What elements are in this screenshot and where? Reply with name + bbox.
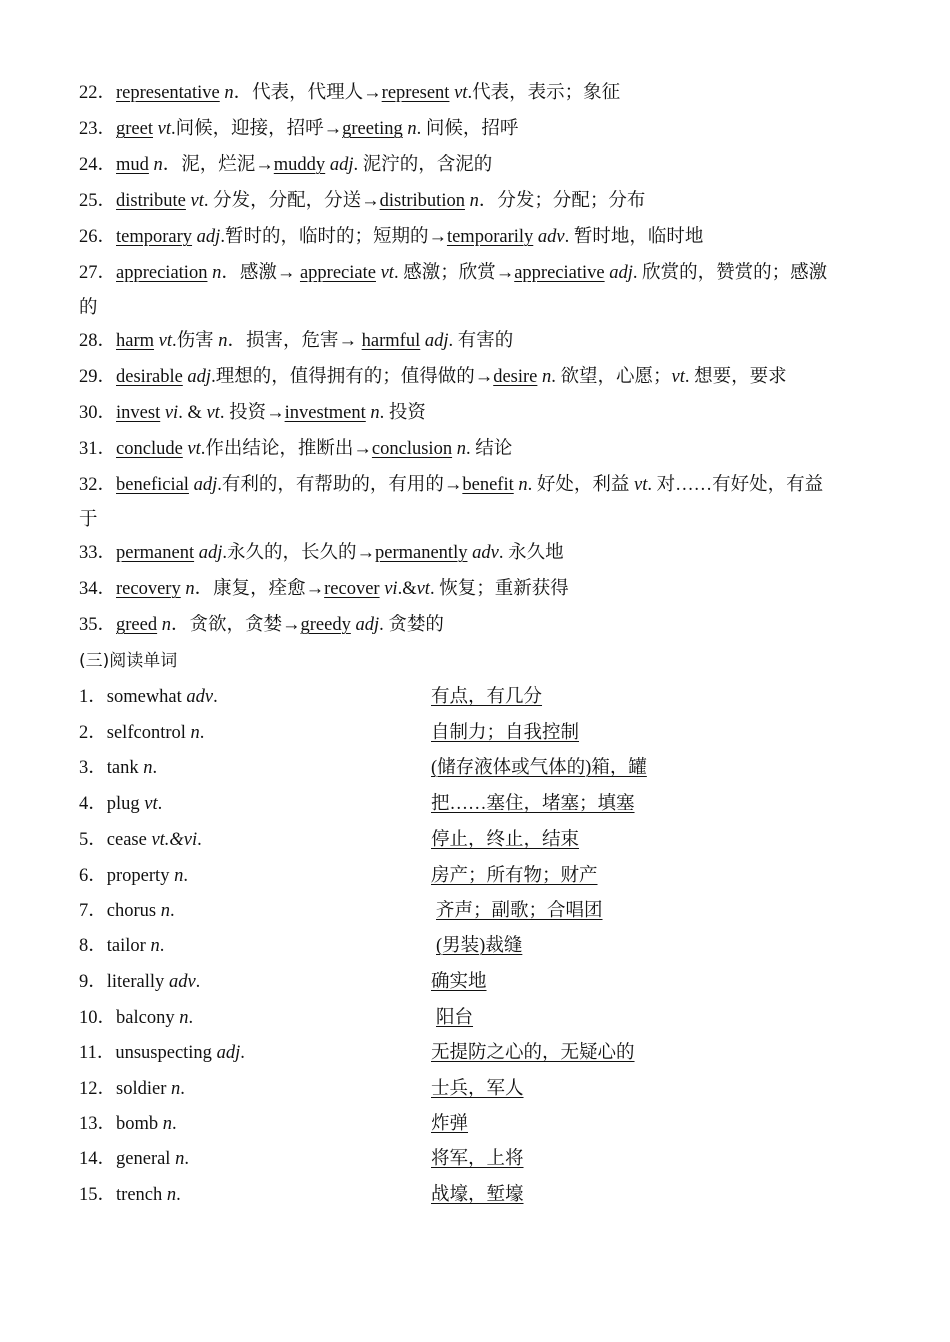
word: soldier — [116, 1079, 167, 1099]
derived-word: greeting — [342, 119, 403, 139]
word: tank — [106, 758, 139, 778]
vocab-entry-23 — [79, 111, 879, 147]
derived-word: greedy — [300, 615, 351, 635]
part-of-speech: n — [174, 866, 184, 886]
part-of-speech: vt — [206, 403, 220, 423]
headword: beneficial — [116, 475, 189, 495]
part-of-speech: vt — [454, 83, 468, 103]
entry-number: 23． — [79, 119, 117, 139]
part-of-speech: n — [218, 331, 228, 351]
definition: ．损害，危害→ — [227, 331, 362, 351]
definition: . 想要，要求 — [684, 367, 787, 387]
meaning: 士兵，军人 — [431, 1079, 524, 1099]
derived-word: conclusion — [371, 439, 453, 459]
derived-word: investment — [284, 403, 366, 423]
part-of-speech: vt — [144, 794, 158, 814]
vocab-entry-25 — [79, 183, 879, 219]
part-of-speech: adv — [472, 543, 499, 563]
entry-number: 11． — [79, 1043, 116, 1063]
reading-entry-9: 9．literally adv. 确实地 — [79, 964, 879, 1000]
definition: .问候，迎接，招呼→ — [170, 119, 343, 139]
meaning: 确实地 — [431, 972, 487, 992]
vocab-entry-27-continuation: 的 — [79, 298, 98, 318]
vocab-entry-30 — [79, 395, 879, 431]
word: trench — [116, 1185, 163, 1205]
definition: ．贪欲，贪婪→ — [170, 615, 301, 635]
word: selfcontrol — [106, 723, 186, 743]
part-of-speech: n — [190, 723, 200, 743]
word: plug — [106, 794, 140, 814]
definition: . 欣赏的，赞赏的；感激 — [632, 263, 828, 283]
reading-entry-15: 15．trench n. 战壕，堑壕 — [79, 1177, 879, 1213]
derived-word: represent — [381, 83, 450, 103]
entry-number: 3． — [79, 758, 107, 778]
headword: temporary — [116, 227, 193, 247]
entry-number: 35． — [79, 615, 117, 635]
definition: .永久的，长久的→ — [222, 543, 375, 563]
definition: . 暂时地，临时地 — [564, 227, 704, 247]
definition: . & — [178, 403, 207, 423]
section-title: (三)阅读单词 — [79, 651, 178, 671]
entry-number: 9． — [79, 972, 107, 992]
part-of-speech: adv — [186, 687, 214, 707]
vocab-entry-27 — [79, 255, 879, 291]
entry-number: 4． — [79, 794, 107, 814]
meaning: 将军，上将 — [431, 1149, 524, 1169]
headword: appreciation — [116, 263, 208, 283]
meaning: 有点，有几分 — [431, 687, 543, 707]
derived-word: benefit — [462, 475, 514, 495]
vocab-entry-26 — [79, 219, 879, 255]
word: literally — [106, 972, 165, 992]
part-of-speech: adv — [537, 227, 565, 247]
meaning: (储存液体或气体的)箱，罐 — [431, 758, 647, 778]
part-of-speech: vi — [164, 403, 179, 423]
headword: distribute — [116, 191, 186, 211]
part-of-speech: adj — [609, 263, 633, 283]
word: cease — [106, 830, 147, 850]
reading-entry-3: 3．tank n. (储存液体或气体的)箱，罐 — [79, 750, 879, 786]
definition: .伤害 — [172, 331, 219, 351]
part-of-speech: adv — [168, 972, 196, 992]
part-of-speech: vt — [157, 119, 171, 139]
part-of-speech: adj — [187, 367, 212, 387]
reading-entry-5: 5．cease vt.&vi. 停止，终止，结束 — [79, 822, 879, 858]
word: chorus — [106, 901, 157, 921]
definition: .理想的，值得拥有的；值得做的→ — [211, 367, 494, 387]
part-of-speech: vt — [416, 579, 430, 599]
part-of-speech: adj — [198, 543, 223, 563]
word: general — [116, 1149, 171, 1169]
part-of-speech: vt — [671, 367, 685, 387]
reading-entry-6: 6．property n. 房产；所有物；财产 — [79, 858, 879, 894]
entry-number: 29． — [79, 367, 117, 387]
definition: .有利的，有帮助的，有用的→ — [217, 475, 463, 495]
word: bomb — [116, 1114, 159, 1134]
entry-number: 8． — [79, 936, 107, 956]
part-of-speech: vi — [384, 579, 398, 599]
entry-number: 26． — [79, 227, 117, 247]
reading-entry-4: 4．plug vt. 把……塞住，堵塞；填塞 — [79, 786, 879, 822]
part-of-speech: n — [153, 155, 163, 175]
reading-entry-14: 14．general n. 将军，上将 — [79, 1141, 879, 1177]
entry-number: 30． — [79, 403, 117, 423]
part-of-speech: adj — [216, 1043, 241, 1063]
vocab-entry-34 — [79, 571, 879, 607]
definition: .作出结论，推断出→ — [200, 439, 372, 459]
entry-number: 27． — [79, 263, 117, 283]
meaning: (男装)裁缝 — [436, 936, 523, 956]
reading-entry-12: 12．soldier n. 士兵，军人 — [79, 1071, 879, 1107]
headword: greet — [116, 119, 153, 139]
headword: harm — [116, 331, 155, 351]
definition: ．泥，烂泥→ — [162, 155, 274, 175]
vocab-entry-24 — [79, 147, 879, 183]
part-of-speech: n — [542, 367, 552, 387]
derived-word: distribution — [379, 191, 465, 211]
vocab-entry-22 — [79, 75, 879, 111]
word: balcony — [116, 1008, 175, 1028]
part-of-speech: n — [166, 1185, 177, 1205]
derived-word: muddy — [273, 155, 326, 175]
part-of-speech: n — [161, 615, 171, 635]
definition: . 永久地 — [498, 543, 564, 563]
vocab-entry-35 — [79, 607, 879, 643]
part-of-speech: n — [370, 403, 380, 423]
meaning: 齐声；副歌；合唱团 — [436, 901, 603, 921]
part-of-speech: n — [224, 83, 234, 103]
headword: recovery — [116, 579, 181, 599]
headword: permanent — [116, 543, 195, 563]
vocab-entry-28 — [79, 323, 879, 359]
part-of-speech: adj — [193, 475, 218, 495]
definition: ．康复，痊愈→ — [194, 579, 325, 599]
part-of-speech: n — [171, 1079, 181, 1099]
vocab-entry-32 — [79, 467, 879, 503]
part-of-speech: vt — [187, 439, 201, 459]
headword: representative — [116, 83, 220, 103]
entry-number: 34． — [79, 579, 117, 599]
reading-entry-8: 8．tailor n. (男装)裁缝 — [79, 928, 879, 964]
part-of-speech: vt — [158, 331, 173, 351]
headword: mud — [116, 155, 149, 175]
definition: . 结论 — [465, 439, 513, 459]
entry-number: 31． — [79, 439, 117, 459]
derived-word: appreciate — [299, 263, 376, 283]
word: unsuspecting — [115, 1043, 212, 1063]
definition: . 对……有好处，有益 — [647, 475, 824, 495]
headword: desirable — [116, 367, 183, 387]
meaning: 自制力；自我控制 — [431, 723, 580, 743]
part-of-speech: adj — [329, 155, 354, 175]
reading-entry-10: 10．balcony n. 阳台 — [79, 1000, 879, 1036]
part-of-speech: n — [143, 758, 153, 778]
meaning: 房产；所有物；财产 — [431, 866, 598, 886]
definition: . 泥泞的，含泥的 — [353, 155, 493, 175]
word: somewhat — [106, 687, 182, 707]
part-of-speech: n — [150, 936, 160, 956]
definition: . 分发，分配，分送→ — [203, 191, 380, 211]
entry-number: 14． — [79, 1149, 117, 1169]
definition: . 恢复；重新获得 — [429, 579, 569, 599]
definition: .暂时的，临时的；短期的→ — [220, 227, 447, 247]
entry-number: 5． — [79, 830, 107, 850]
meaning: 停止，终止，结束 — [431, 830, 580, 850]
part-of-speech: n — [175, 1149, 185, 1169]
derived-word: temporarily — [446, 227, 534, 247]
part-of-speech: n — [162, 1114, 173, 1134]
definition: ．感激→ — [221, 263, 300, 283]
meaning: 无提防之心的，无疑心的 — [431, 1043, 635, 1063]
definition: ．分发；分配；分布 — [478, 191, 646, 211]
meaning: 把……塞住，堵塞；填塞 — [431, 794, 635, 814]
part-of-speech: adj — [424, 331, 449, 351]
derived-word: permanently — [375, 543, 468, 563]
meaning: 战壕，堑壕 — [431, 1185, 524, 1205]
part-of-speech: n — [160, 901, 170, 921]
part-of-speech: adj — [196, 227, 221, 247]
entry-number: 22． — [79, 83, 117, 103]
definition: .& — [397, 579, 417, 599]
part-of-speech: n — [185, 579, 195, 599]
definition: . 有害的 — [448, 331, 514, 351]
part-of-speech: n — [179, 1008, 189, 1028]
vocab-entry-29 — [79, 359, 879, 395]
derived-word: desire — [493, 367, 538, 387]
entry-number: 28． — [79, 331, 117, 351]
definition: . 好处，利益 — [527, 475, 634, 495]
entry-number: 12． — [79, 1079, 117, 1099]
entry-number: 6． — [79, 866, 107, 886]
entry-number: 1． — [79, 687, 107, 707]
part-of-speech: n — [407, 119, 417, 139]
vocab-entry-32-continuation: 于 — [79, 510, 98, 530]
definition: . 感激；欣赏→ — [393, 263, 515, 283]
entry-number: 10． — [79, 1008, 117, 1028]
part-of-speech: n — [212, 263, 222, 283]
headword: invest — [116, 403, 161, 423]
part-of-speech: vt.&vi — [151, 830, 198, 850]
reading-entry-11: 11．unsuspecting adj. 无提防之心的，无疑心的 — [79, 1035, 879, 1071]
vocab-entry-33 — [79, 535, 879, 571]
definition: . 投资→ — [219, 403, 285, 423]
meaning: 炸弹 — [431, 1114, 469, 1134]
word: tailor — [106, 936, 146, 956]
derived-word: recover — [324, 579, 380, 599]
definition: . 投资 — [379, 403, 426, 423]
entry-number: 15． — [79, 1185, 117, 1205]
definition: ．代表，代理人→ — [233, 83, 382, 103]
part-of-speech: vt — [634, 475, 648, 495]
headword: conclude — [116, 439, 183, 459]
meaning: 阳台 — [436, 1008, 474, 1028]
reading-entry-13: 13．bomb n. 炸弹 — [79, 1106, 879, 1142]
vocab-entry-31 — [79, 431, 879, 467]
part-of-speech: n — [469, 191, 479, 211]
entry-number: 25． — [79, 191, 117, 211]
definition: .代表，表示；象征 — [467, 83, 621, 103]
definition: . 欲望，心愿； — [551, 367, 672, 387]
headword: greed — [116, 615, 158, 635]
reading-entry-1: 1．somewhat adv. 有点，有几分 — [79, 679, 879, 715]
entry-number: 7． — [79, 901, 107, 921]
entry-number: 13． — [79, 1114, 117, 1134]
definition: . 贪婪的 — [379, 615, 444, 635]
part-of-speech: vt — [190, 191, 204, 211]
derived-word: appreciative — [514, 263, 605, 283]
entry-number: 32． — [79, 475, 117, 495]
part-of-speech: n — [456, 439, 466, 459]
reading-entry-2: 2．selfcontrol n. 自制力；自我控制 — [79, 715, 879, 751]
part-of-speech: adj — [355, 615, 380, 635]
word: property — [106, 866, 170, 886]
part-of-speech: n — [518, 475, 528, 495]
entry-number: 2． — [79, 723, 107, 743]
reading-entry-7: 7．chorus n. 齐声；副歌；合唱团 — [79, 893, 879, 929]
derived-word: harmful — [361, 331, 421, 351]
part-of-speech: vt — [380, 263, 394, 283]
entry-number: 24． — [79, 155, 117, 175]
definition: . 问候，招呼 — [416, 119, 519, 139]
entry-number: 33． — [79, 543, 117, 563]
